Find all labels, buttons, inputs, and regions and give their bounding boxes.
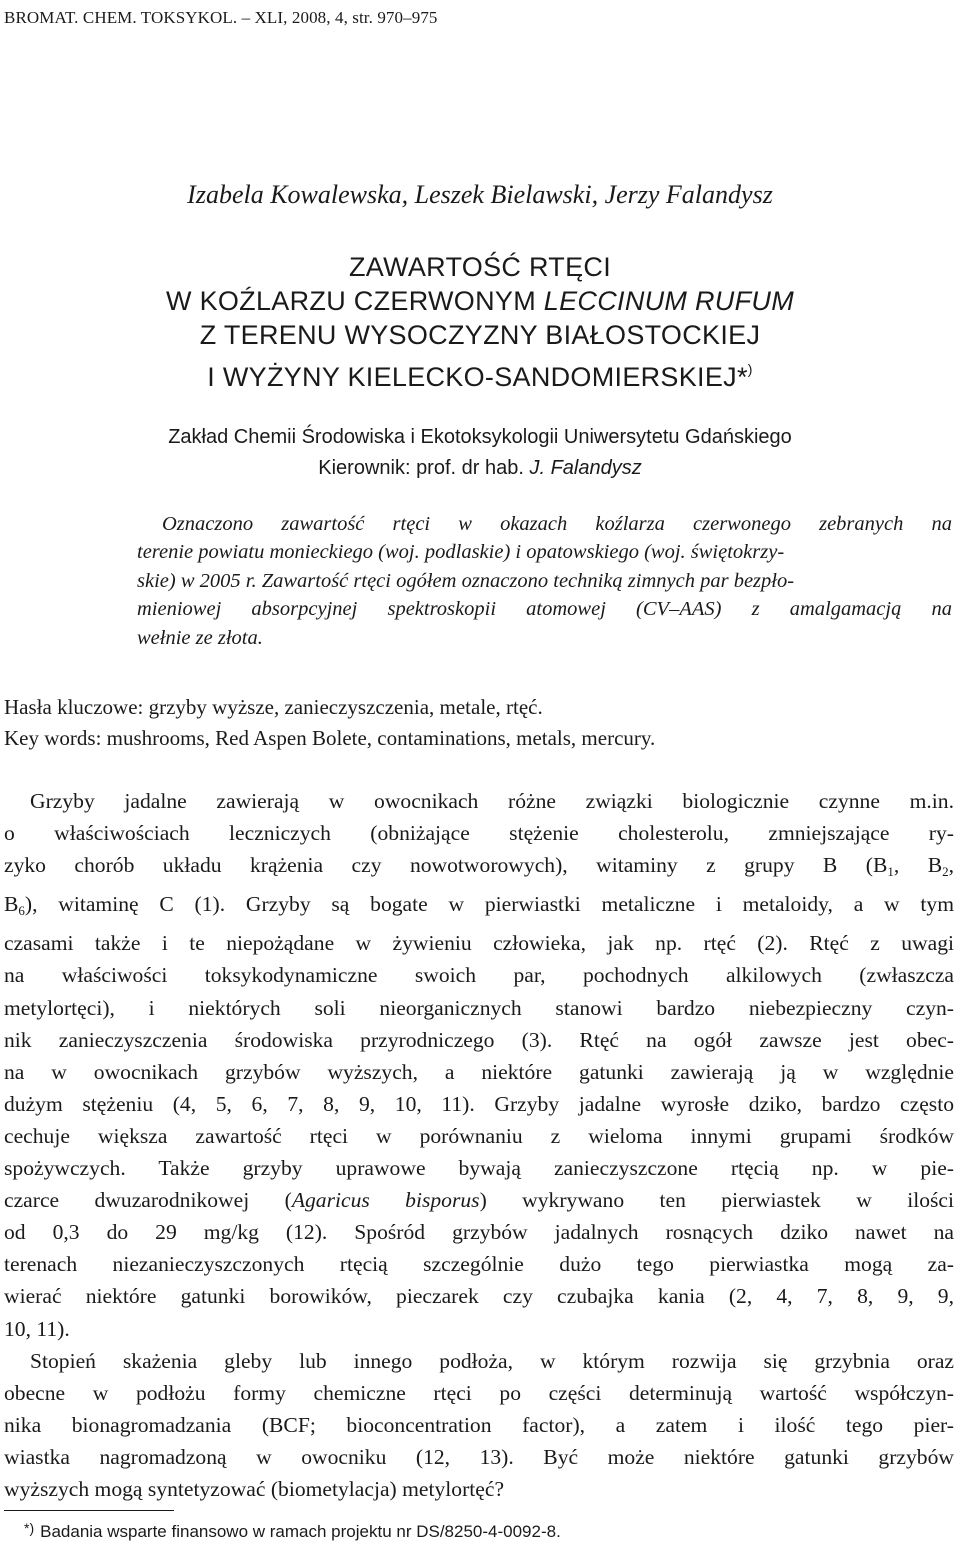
body-line xyxy=(4,1184,954,1216)
abstract-line: mieniowej absorpcyjnej spektroskopii atomowej (CV–AAS) z amalgamacją na xyxy=(137,598,952,621)
body-line: terenach niezanieczyszczonych rtęcią szczególnie dużo tego pierwiastka mogą za- xyxy=(4,1252,954,1277)
title-line-2 xyxy=(0,284,960,318)
body-line: wiastka nagromadzoną w owocniku (12, 13). Być może niektóre gatunki grzybów xyxy=(4,1444,954,1469)
affiliation-head xyxy=(0,453,960,484)
subscript: 1 xyxy=(887,864,894,880)
body-line: cechuje większa zawartość rtęci w porównaniu z wieloma innymi grupami środków xyxy=(4,1123,954,1148)
body-line: od 0,3 do 29 mg/kg (12). Spośród grzybów jadalnych rosnących dziko nawet na xyxy=(4,1220,954,1245)
abstract-line: wełnie ze złota. xyxy=(137,626,263,649)
body-line: Stopień skażenia gleby lub innego podłoża, w którym rozwija się grzybnia oraz xyxy=(30,1348,954,1373)
species-name: LECCINUM RUFUM xyxy=(543,286,794,316)
affiliation-head-name: J. Falandysz xyxy=(529,457,642,479)
author-list: Izabela Kowalewska, Leszek Bielawski, Jerzy Falandysz xyxy=(187,180,773,209)
body-line xyxy=(4,888,954,927)
body-line-text: , B xyxy=(893,853,943,878)
abstract-line: terenie powiatu monieckiego (woj. podlaskie) i opatowskiego (woj. świętokrzy- xyxy=(137,541,785,564)
species-name: Agaricus bisporus xyxy=(291,1188,480,1213)
body-line: Grzyby jadalne zawierają w owocnikach różne związki biologicznie czynne m.in. xyxy=(30,789,954,813)
body-line: metylortęci), i niektórych soli nieorganicznych stanowi bardzo niebezpieczny czyn- xyxy=(4,995,954,1020)
abstract-line: Oznaczono zawartość rtęci w okazach koźlarza czerwonego zebranych na xyxy=(162,513,952,535)
title-footnote-marker: ) xyxy=(747,361,753,377)
body-line: czasami także i te niepożądane w żywieniu człowieka, jak np. rtęć (2). Rtęć z uwagi xyxy=(4,931,954,956)
body-line-text: czarce dwuzarodnikowej ( xyxy=(4,1188,292,1213)
title-line-4 xyxy=(0,352,960,394)
title-line-4-text: I WYŻYNY KIELECKO-SANDOMIERSKIEJ* xyxy=(207,362,748,392)
footnote xyxy=(24,1520,561,1542)
affiliation xyxy=(0,422,960,484)
title-line-1: ZAWARTOŚĆ RTĘCI xyxy=(348,252,612,282)
body-line: dużym stężeniu (4, 5, 6, 7, 8, 9, 10, 11). Grzyby jadalne wyrosłe dziko, bardzo często xyxy=(4,1091,954,1116)
body-line-text: , xyxy=(948,853,954,878)
body-line xyxy=(4,849,954,888)
body-line: o właściwościach leczniczych (obniżające stężenie cholesterolu, zmniejszające ry- xyxy=(4,821,954,846)
affiliation-department: Zakład Chemii Środowiska i Ekotoksykologii Uniwersytetu Gdańskiego xyxy=(168,426,792,448)
subscript: 2 xyxy=(942,864,949,880)
journal-header: BROMAT. CHEM. TOKSYKOL. – XLI, 2008, 4, str. 970–975 xyxy=(4,8,438,27)
affiliation-head-label: Kierownik: prof. dr hab. xyxy=(318,457,530,479)
subscript: 6 xyxy=(18,903,25,919)
abstract xyxy=(137,510,952,652)
body-line: obecne w podłożu formy chemiczne rtęci po części determinują wartość współczyn- xyxy=(4,1380,954,1405)
body-line-text: B xyxy=(4,892,19,917)
body-line: wierać niektóre gatunki borowików, pieczarek czy czubajka kania (2, 4, 7, 8, 9, 9, xyxy=(4,1284,954,1309)
title-line-3: Z TERENU WYSOCZYZNY BIAŁOSTOCKIEJ xyxy=(199,320,761,350)
body-line: nika bionagromadzania (BCF; bioconcentration factor), a zatem i ilość tego pier- xyxy=(4,1412,954,1437)
abstract-line: skie) w 2005 r. Zawartość rtęci ogółem oznaczono techniką zimnych par bezpło- xyxy=(137,569,795,592)
footnote-text: Badania wsparte finansowo w ramach projektu nr DS/8250-4-0092-8. xyxy=(40,1522,561,1541)
footnote-marker: *) xyxy=(24,1520,35,1536)
body-line: na właściwości toksykodynamiczne swoich par, pochodnych alkilowych (zwłaszcza xyxy=(4,963,954,988)
title-line-2-text: W KOŹLARZU CZERWONYM xyxy=(165,286,544,316)
article-title xyxy=(0,250,960,394)
keywords-section xyxy=(4,692,954,754)
footnote-divider xyxy=(4,1510,174,1511)
body-line-text: ) wykrywano ten pierwiastek w ilości xyxy=(479,1188,954,1213)
body-line: na w owocnikach grzybów wyższych, a niektóre gatunki zawierają ją w względnie xyxy=(4,1059,954,1084)
body-line-text: ), witaminę C (1). Grzyby są bogate w pierwiastki metaliczne i metaloidy, a w tym xyxy=(24,892,954,917)
body-line: spożywczych. Także grzyby uprawowe bywają zanieczyszczone rtęcią np. w pie- xyxy=(4,1156,954,1181)
body-line-text: zyko chorób układu krążenia czy nowotworowych), witaminy z grupy B (B xyxy=(4,853,888,878)
body-line: nik zanieczyszczenia środowiska przyrodniczego (3). Rtęć na ogół zawsze jest obec- xyxy=(4,1027,954,1052)
body-text xyxy=(4,785,954,1505)
body-line: wyższych mogą syntetyzować (biometylacja) metylortęć? xyxy=(4,1476,505,1501)
body-line: 10, 11). xyxy=(4,1316,70,1341)
keywords-polish: Hasła kluczowe: grzyby wyższe, zanieczyszczenia, metale, rtęć. xyxy=(4,695,543,719)
keywords-english: Key words: mushrooms, Red Aspen Bolete, contaminations, metals, mercury. xyxy=(4,726,656,750)
